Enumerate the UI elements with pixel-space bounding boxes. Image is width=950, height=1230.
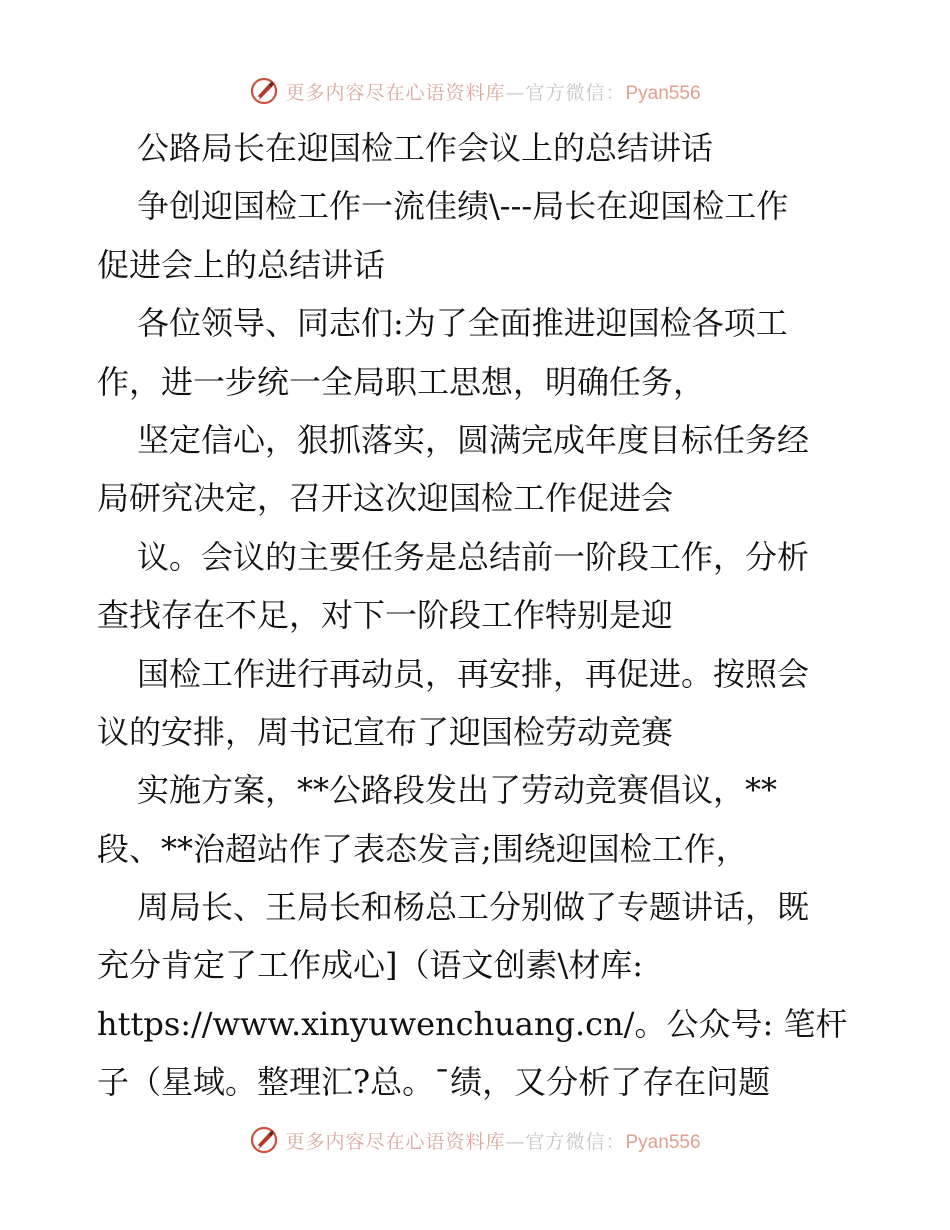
body-line: 议。会议的主要任务是总结前一阶段工作，分析 (137, 537, 810, 576)
pen-nib-logo-icon (249, 76, 279, 106)
body-line: 段、**治超站作了表态发言;围绕迎国检工作， (97, 829, 748, 868)
wechat-account: Pyan556 (625, 82, 701, 104)
watermark-text (285, 78, 700, 105)
body-line: 实施方案，**公路段发出了劳动竞赛倡议，** (137, 771, 778, 810)
brand-text: 更多内容尽在心语资料库 (285, 1130, 506, 1153)
document-title: 公路局长在迎国检工作会议上的总结讲话 (137, 129, 714, 167)
footer-watermark-banner (0, 1123, 950, 1157)
body-line: 争创迎国检工作一流佳绩\---局长在迎国检工作 (137, 187, 789, 226)
brand-text: 更多内容尽在心语资料库 (285, 81, 506, 104)
body-line: 促进会上的总结讲话 (97, 245, 386, 284)
wechat-label: 官方微信： (525, 81, 626, 104)
body-line: 作，进一步统一全局职工思想，明确任务， (97, 362, 706, 401)
wechat-label: 官方微信： (525, 1130, 626, 1153)
body-line: 子（星域。整理汇?总。¯绩，又分析了存在问题 (97, 1063, 771, 1102)
body-line: 充分肯定了工作成心]（语文创素\材库: (97, 946, 644, 985)
wechat-account: Pyan556 (625, 1131, 701, 1153)
body-line: https://www.xinyuwenchuang.cn/。公众号: 笔杆 (97, 1004, 848, 1043)
body-line: 查找存在不足，对下一阶段工作特别是迎 (97, 596, 674, 635)
watermark-text (285, 1127, 700, 1154)
body-line: 周局长、王局长和杨总工分别做了专题讲话，既 (137, 888, 810, 927)
body-line: 坚定信心，狠抓落实，圆满完成年度目标任务经 (137, 420, 810, 459)
pen-nib-logo-icon (249, 1125, 279, 1155)
document-body (97, 119, 857, 1112)
separator: — (505, 1130, 526, 1153)
body-line: 国检工作进行再动员，再安排，再促进。按照会 (137, 654, 810, 693)
body-line: 议的安排，周书记宣布了迎国检劳动竞赛 (97, 712, 674, 751)
body-line: 各位领导、同志们:为了全面推进迎国检各项工 (137, 304, 788, 343)
separator: — (505, 81, 526, 104)
body-line: 局研究决定，召开这次迎国检工作促进会 (97, 479, 674, 518)
header-watermark-banner (0, 74, 950, 108)
